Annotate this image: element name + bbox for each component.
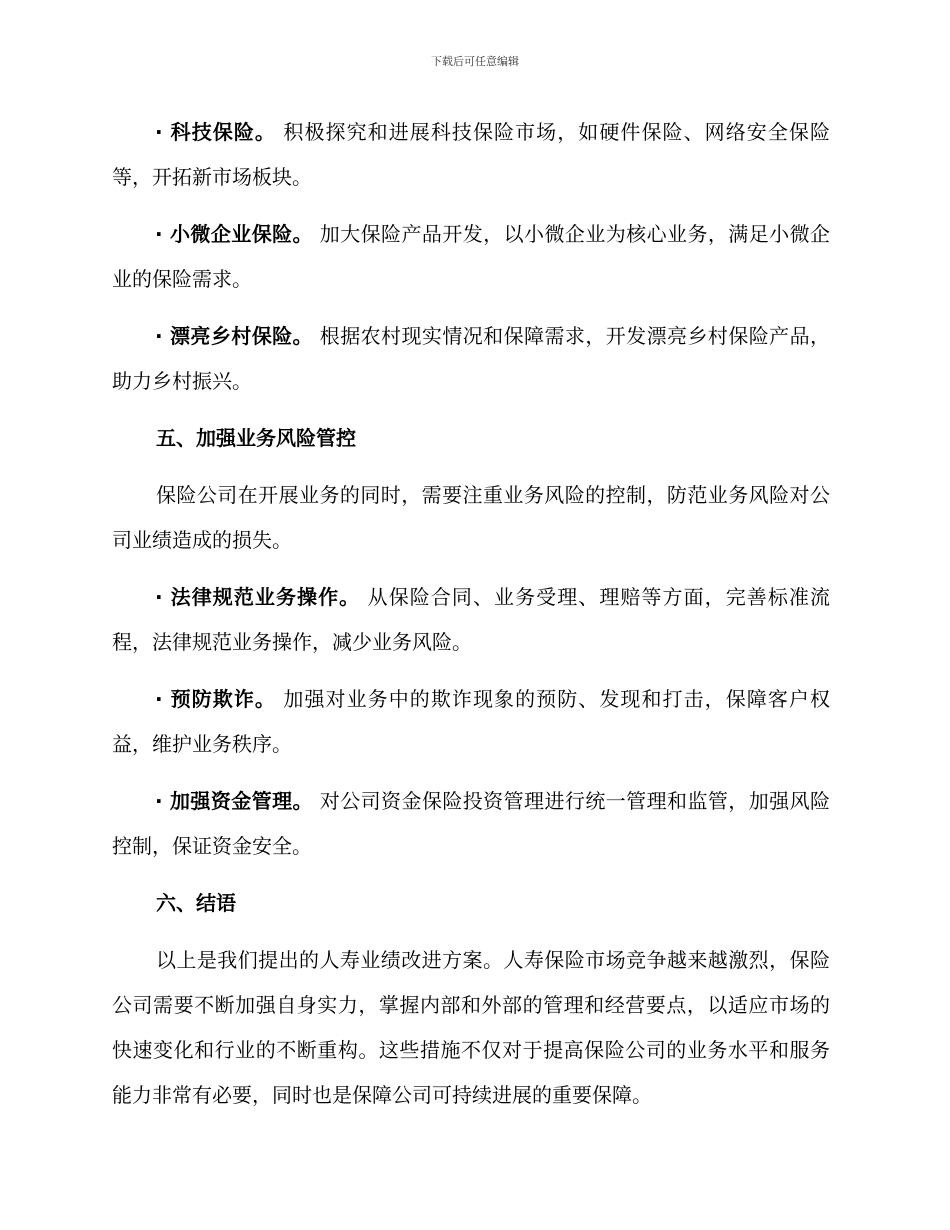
document-body <box>112 110 830 1130</box>
bullet-text: 加大保险产品开发，以小微企业为核心业务，满足小微企业的保险需求。 <box>112 222 831 291</box>
bullet-small-business-insurance <box>112 212 830 302</box>
bullet-legal-operations <box>112 575 830 665</box>
bullet-text: 从保险合同、业务受理、理赔等方面，完善标准流程，法律规范业务操作，减少业务风险。 <box>112 585 831 654</box>
bullet-lead: · 漂亮乡村保险。 <box>155 324 313 348</box>
bullet-text: 积极探究和进展科技保险市场，如硬件保险、网络安全保险等，开拓新市场板块。 <box>112 120 830 189</box>
bullet-lead: · 科技保险。 <box>155 120 276 144</box>
section-heading-risk-control: 五、加强业务风险管控 <box>156 426 356 450</box>
section-heading-conclusion: 六、结语 <box>156 891 236 915</box>
bullet-fraud-prevention <box>112 677 830 767</box>
bullet-lead: · 法律规范业务操作。 <box>155 585 361 609</box>
page-header: 下载后可任意编辑 <box>431 55 519 68</box>
paragraph-risk-intro: 保险公司在开展业务的同时，需要注重业务风险的控制，防范业务风险对公司业绩造成的损失。 <box>112 483 830 552</box>
bullet-fund-management <box>112 779 830 869</box>
bullet-text: 对公司资金保险投资管理进行统一管理和监管，加强风险控制，保证资金安全。 <box>112 789 831 858</box>
bullet-lead: · 小微企业保险。 <box>155 222 313 246</box>
bullet-tech-insurance <box>112 110 830 200</box>
bullet-text: 加强对业务中的欺诈现象的预防、发现和打击，保障客户权益，维护业务秩序。 <box>112 687 830 756</box>
bullet-rural-insurance <box>112 314 830 404</box>
bullet-lead: · 预防欺诈。 <box>155 687 276 711</box>
bullet-text: 根据农村现实情况和保障需求，开发漂亮乡村保险产品，助力乡村振兴。 <box>112 324 831 393</box>
bullet-lead: · 加强资金管理。 <box>155 789 313 813</box>
paragraph-conclusion: 以上是我们提出的人寿业绩改进方案。人寿保险市场竞争越来越激烈，保险公司需要不断加强自身实力，掌握内部和外部的管理和经营要点，以适应市场的快速变化和行业的不断重构。这些措施不仅对于提高保险公司的业务水平和服务能力非常有必要，同时也是保障公司可持续进展的重要保障。 <box>112 948 830 1107</box>
